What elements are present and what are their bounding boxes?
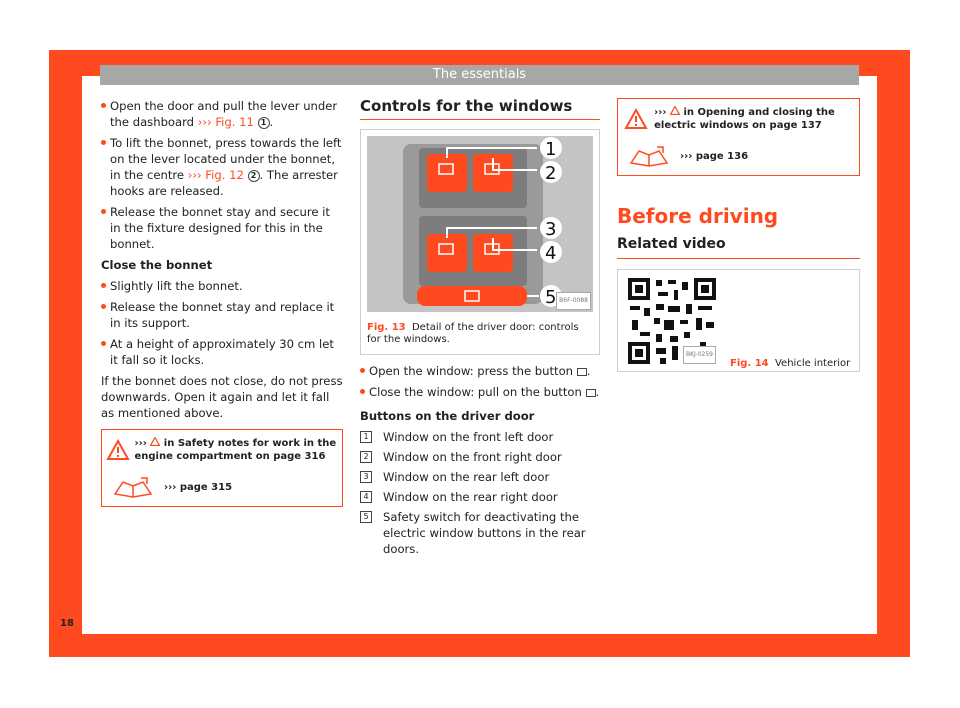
callout-3: 3 xyxy=(545,219,557,240)
list-item: 2 Window on the front right door xyxy=(360,449,600,465)
section-title: Controls for the windows xyxy=(360,98,600,120)
section-title: Related video xyxy=(617,236,860,259)
body-paragraph: If the bonnet does not close, do not press downwards. Open it again and let it fall as mentioned above. xyxy=(101,374,343,420)
buttons-list xyxy=(360,429,600,557)
callout-1: 1 xyxy=(545,139,557,160)
figure-reference-link[interactable]: ››› Fig. 12 xyxy=(187,168,244,182)
column-right xyxy=(617,98,860,372)
column-left xyxy=(101,98,343,507)
callout-5: 5 xyxy=(545,287,557,308)
figure-13 xyxy=(360,129,600,355)
buttons-heading: Buttons on the driver door xyxy=(360,409,535,423)
list-item: Slightly lift the bonnet. xyxy=(101,278,343,294)
reference-note-box xyxy=(617,98,860,176)
callout-number: 2 xyxy=(248,170,260,182)
window-button-icon xyxy=(586,389,596,397)
chapter-header: The essentials xyxy=(100,65,859,85)
list-item: 4 Window on the rear right door xyxy=(360,489,600,505)
callout-4: 4 xyxy=(545,243,557,264)
list-item: 5 Safety switch for deactivating the electric window buttons in the rear doors. xyxy=(360,509,600,557)
book-icon xyxy=(111,476,155,498)
figure-label: Fig. 14 xyxy=(730,358,769,369)
list-item: Release the bonnet stay and replace it in its support. xyxy=(101,299,343,331)
figure-reference-link[interactable]: ››› Fig. 11 xyxy=(197,115,254,129)
figure-caption: Fig. 13 Detail of the driver door: controls for the windows. xyxy=(367,322,579,345)
window-controls-photo xyxy=(367,136,593,312)
qr-code[interactable] xyxy=(626,276,718,366)
close-bonnet-heading: Close the bonnet xyxy=(101,258,213,272)
door-panel-illustration xyxy=(367,136,593,312)
warning-small-icon xyxy=(670,106,680,115)
list-item: Close the window: pull on the button . xyxy=(360,384,600,400)
image-code: BKJ-0259 xyxy=(683,346,716,364)
page-number: 18 xyxy=(60,618,74,629)
window-button-icon xyxy=(577,368,587,376)
book-reference-row[interactable]: ››› page 315 xyxy=(102,470,342,504)
list-item: Open the window: press the button . xyxy=(360,363,600,379)
list-item: To lift the bonnet, press towards the left on the lever located under the bonnet, in the centre ››› Fig. 12 2 . The arrester hooks are released. xyxy=(101,135,343,199)
warning-reference-row[interactable]: ››› in Opening and closing the electric windows on page 137 xyxy=(618,99,859,139)
warning-small-icon xyxy=(150,437,160,446)
list-item: Release the bonnet stay and secure it in the fixture designed for this in the bonnet. xyxy=(101,204,343,252)
image-code: B6F-0088 xyxy=(556,292,591,310)
column-middle xyxy=(360,98,600,561)
book-icon xyxy=(627,145,671,167)
list-item: 1 Window on the front left door xyxy=(360,429,600,445)
chapter-title: Before driving xyxy=(617,204,779,228)
reference-note-box xyxy=(101,429,343,507)
warning-triangle-icon xyxy=(106,439,130,461)
figure-caption: Fig. 14 Vehicle interior xyxy=(730,358,851,369)
figure-label: Fig. 13 xyxy=(367,322,406,333)
warning-triangle-icon xyxy=(624,108,648,130)
callout-number: 1 xyxy=(258,117,270,129)
list-item: Open the door and pull the lever under the dashboard ››› Fig. 11 1 . xyxy=(101,98,343,130)
callout-2: 2 xyxy=(545,163,557,184)
book-reference-row[interactable]: ››› page 136 xyxy=(618,139,859,173)
list-item: 3 Window on the rear left door xyxy=(360,469,600,485)
figure-14 xyxy=(617,269,860,372)
list-item: At a height of approximately 30 cm let it fall so it locks. xyxy=(101,336,343,368)
warning-reference-row[interactable]: ››› in Safety notes for work in the engine compartment on page 316 xyxy=(102,430,342,470)
